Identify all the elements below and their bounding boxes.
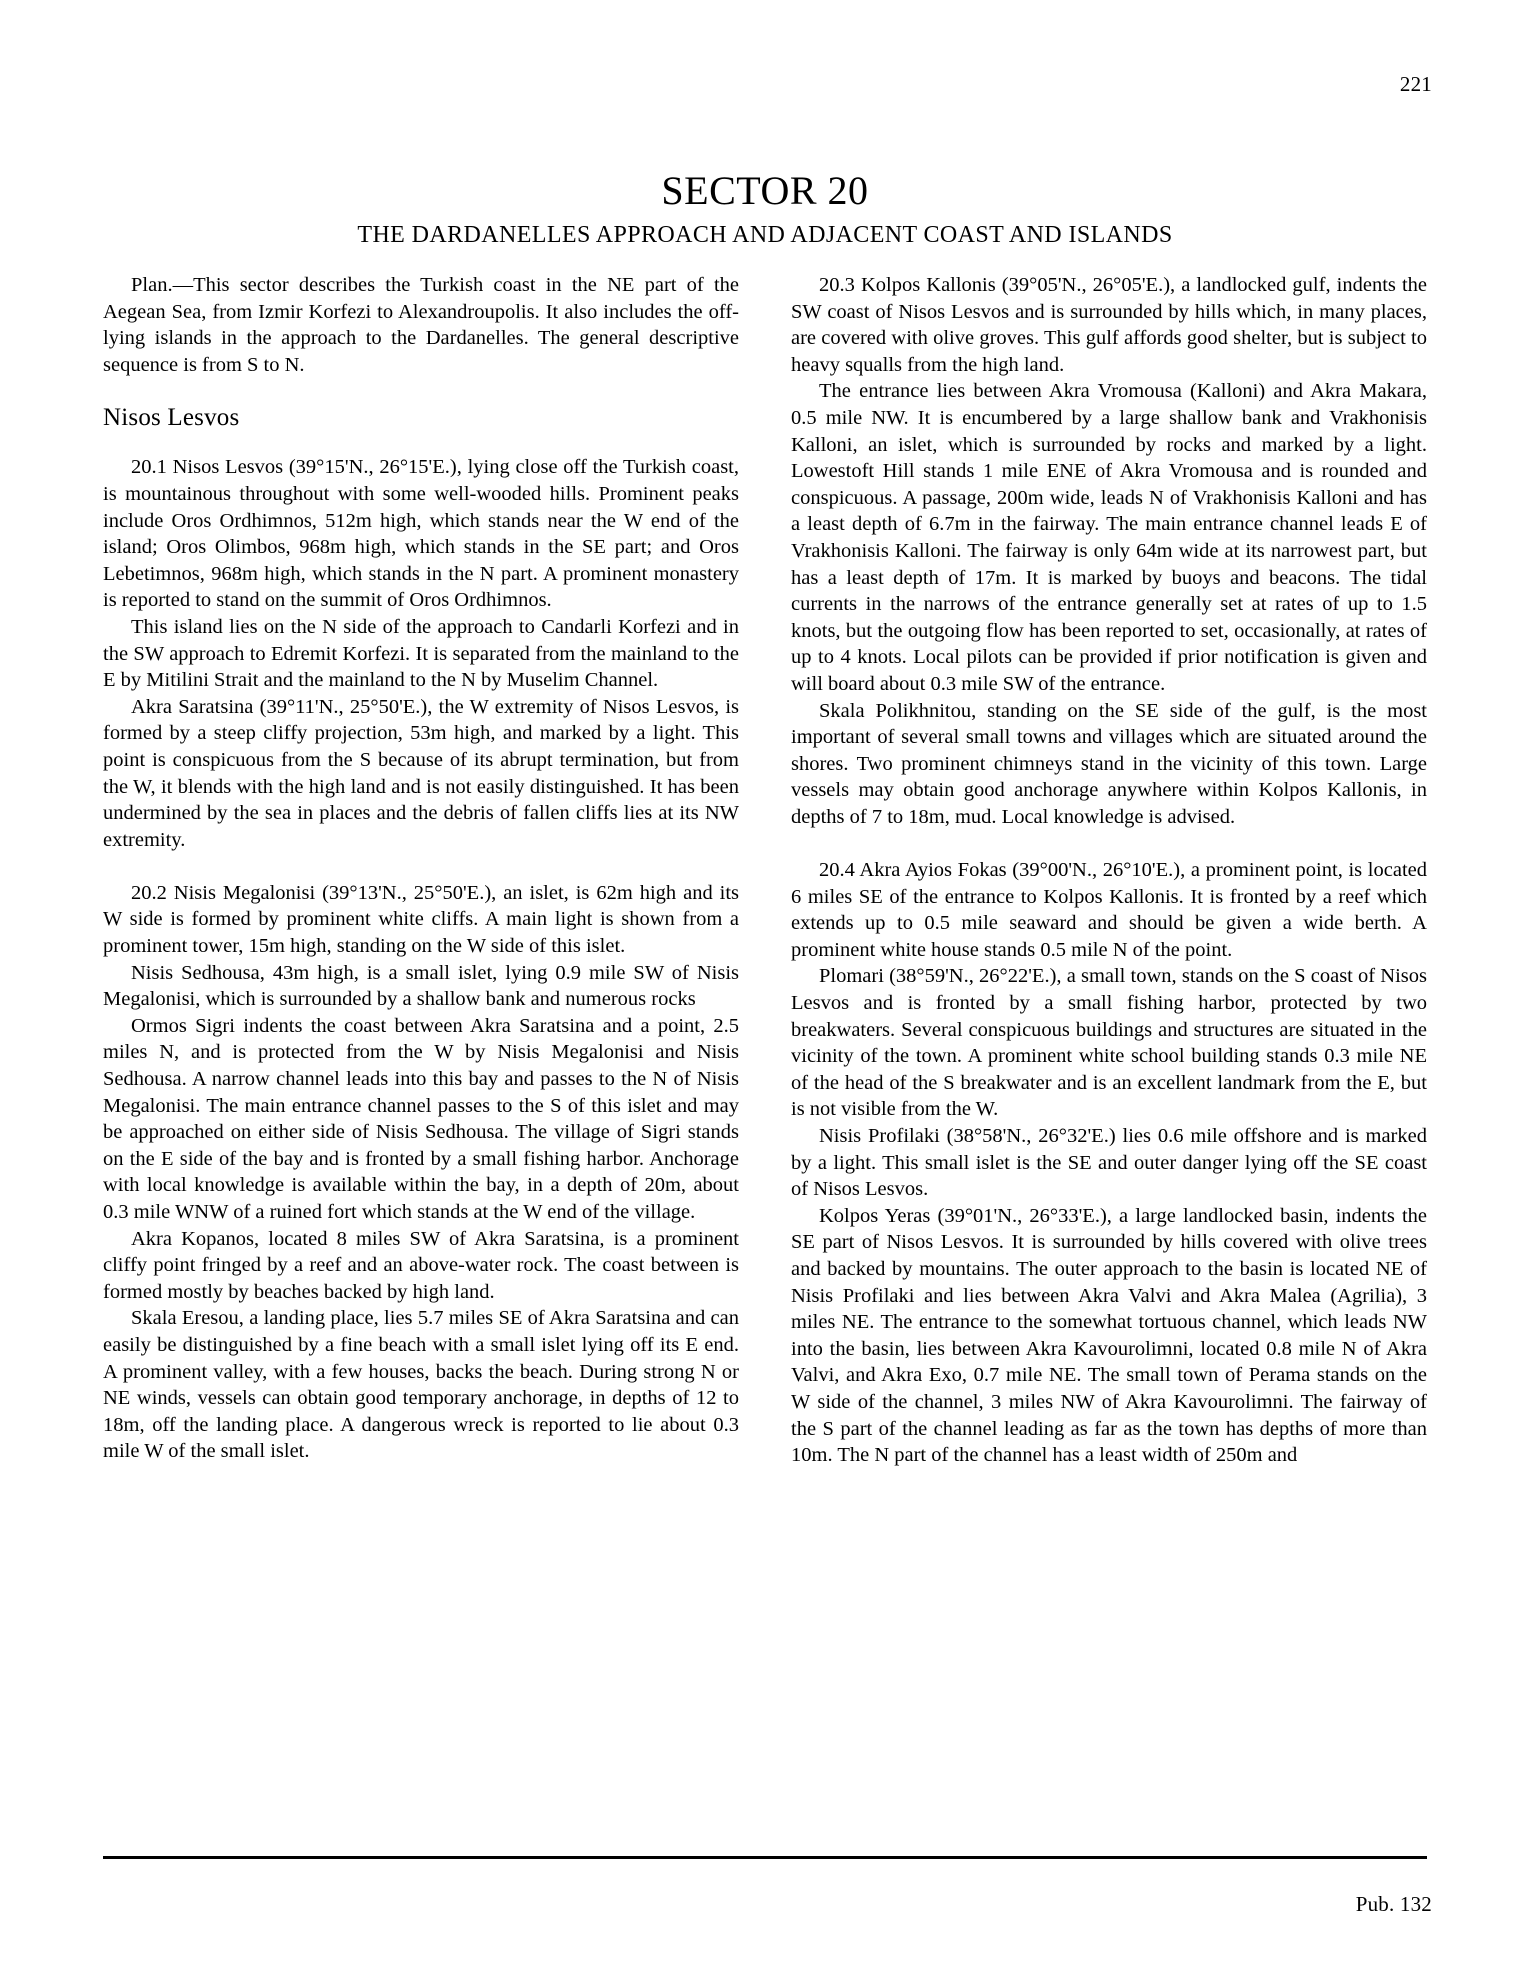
paragraph-20-2-b: Nisis Sedhousa, 43m high, is a small islet, lying 0.9 mile SW of Nisis Megalonisi, which is surrounded by a shallow bank and numerous rocks <box>103 961 739 1011</box>
page-title: SECTOR 20 <box>661 167 869 213</box>
paragraph-20-3-c: Skala Polikhnitou, standing on the SE side of the gulf, is the most important of several small towns and villages which are situated around the shores. Two prominent chimneys stand in the vicinity of this town. Large vessels may obtain good anchorage anywhere within Kolpos Kallonis, in depths of 7 to 18m, mud. Local knowledge is advised. <box>791 699 1427 828</box>
footer-publication: Pub. 132 <box>1355 1892 1432 1916</box>
paragraph-20-1-b: This island lies on the N side of the approach to Candarli Korfezi and in the SW approach to Edremit Korfezi. It is separated from the mainland to the E by Mitilini Strait and the mainland to the N by Muselim Channel. <box>103 615 739 692</box>
right-column <box>791 272 1427 1852</box>
left-column <box>103 272 739 1852</box>
paragraph-20-2-d: Akra Kopanos, located 8 miles SW of Akra Saratsina, is a prominent cliffy point fringed by a reef and an above-water rock. The coast between is formed mostly by beaches backed by high land. <box>103 1227 739 1303</box>
paragraph-20-1-c: Akra Saratsina (39°11'N., 25°50'E.), the W extremity of Nisos Lesvos, is formed by a steep cliffy projection, 53m high, and marked by a light. This point is conspicuous from the S because of its abrupt termination, but from the W, it blends with the high land and is not easily distinguished. It has been undermined by the sea in places and the debris of fallen cliffs lies at its NW extremity. <box>103 695 739 851</box>
subheading-nisos-lesvos: Nisos Lesvos <box>103 404 240 432</box>
paragraph-20-4-a: 20.4 Akra Ayios Fokas (39°00'N., 26°10'E.), a prominent point, is located 6 miles SE of the entrance to Kolpos Kallonis. It is fronted by a reef which extends up to 0.5 mile seaward and should be given a wide berth. A prominent white house stands 0.5 mile N of the point. <box>791 859 1427 961</box>
paragraph-20-1-a: 20.1 Nisos Lesvos (39°15'N., 26°15'E.), lying close off the Turkish coast, is mountainous throughout with some well-wooded hills. Prominent peaks include Oros Ordhimnos, 512m high, which stands near the W end of the island; Oros Olimbos, 968m high, which stands in the SE part; and Oros Lebetimnos, 968m high, which stands in the N part. A prominent monastery is reported to stand on the summit of Oros Ordhimnos. <box>103 456 739 612</box>
paragraph-20-4-b: Plomari (38°59'N., 26°22'E.), a small town, stands on the S coast of Nisos Lesvos and is fronted by a small fishing harbor, protected by two breakwaters. Several conspicuous buildings and structures are situated in the vicinity of the town. A prominent white school building stands 0.3 mile NE of the head of the S breakwater and is an excellent landmark from the E, but is not visible from the W. <box>791 965 1427 1121</box>
paragraph-20-2-a: 20.2 Nisis Megalonisi (39°13'N., 25°50'E.), an islet, is 62m high and its W side is formed by prominent white cliffs. A main light is shown from a prominent tower, 15m high, standing on the W side of this islet. <box>103 881 739 958</box>
page-number: 221 <box>1399 72 1432 96</box>
paragraph-20-3-a: 20.3 Kolpos Kallonis (39°05'N., 26°05'E.), a landlocked gulf, indents the SW coast of Nisos Lesvos and is surrounded by hills which, in many places, are covered with olive groves. This gulf affords good shelter, but is subject to heavy squalls from the high land. <box>791 274 1427 376</box>
paragraph-plan: Plan.—This sector describes the Turkish coast in the NE part of the Aegean Sea, from Izmir Korfezi to Alexandroupolis. It also includes the off-lying islands in the approach to the Dardanelles. The general descriptive sequence is from S to N. <box>103 274 739 376</box>
paragraph-20-4-c: Nisis Profilaki (38°58'N., 26°32'E.) lies 0.6 mile offshore and is marked by a light. This small islet is the SE and outer danger lying off the SE coast of Nisos Lesvos. <box>791 1125 1427 1201</box>
paragraph-20-2-e: Skala Eresou, a landing place, lies 5.7 miles SE of Akra Saratsina and can easily be distinguished by a fine beach with a small islet lying off its E end. A prominent valley, with a few houses, backs the beach. During strong N or NE winds, vessels can obtain good temporary anchorage, in depths of 12 to 18m, off the landing place. A dangerous wreck is reported to lie about 0.3 mile W of the small islet. <box>103 1307 739 1463</box>
page-subtitle: THE DARDANELLES APPROACH AND ADJACENT COAST AND ISLANDS <box>357 222 1173 248</box>
paragraph-20-4-d: Kolpos Yeras (39°01'N., 26°33'E.), a large landlocked basin, indents the SE part of Nisos Lesvos. It is surrounded by hills covered with olive trees and backed by mountains. The outer approach to the basin is located NE of Nisis Profilaki and lies between Akra Valvi and Akra Malea (Agrilia), 3 miles NE. The entrance to the somewhat tortuous channel, which leads NW into the basin, lies between Akra Kavourolimni, located 0.8 mile N of Akra Valvi, and Akra Exo, 0.7 mile NE. The small town of Perama stands on the W side of the channel, 3 miles NW of Akra Kavourolimni. The fairway of the S part of the channel leading as far as the town has depths of more than 10m. The N part of the channel has a least width of 250m and <box>791 1204 1427 1467</box>
body-columns <box>103 272 1427 1852</box>
paragraph-20-3-b: The entrance lies between Akra Vromousa (Kalloni) and Akra Makara, 0.5 mile NW. It is encumbered by a large shallow bank and Vrakhonisis Kalloni, an islet, which is surrounded by rocks and marked by a light. Lowestoft Hill stands 1 mile ENE of Akra Vromousa and is rounded and conspicuous. A passage, 200m wide, leads N of Vrakhonisis Kalloni and has a least depth of 6.7m in the fairway. The main entrance channel leads E of Vrakhonisis Kalloni. The fairway is only 64m wide at its narrowest part, but has a least depth of 17m. It is marked by buoys and beacons. The tidal currents in the narrows of the entrance generally set at rates of up to 1.5 knots, but the outgoing flow has been reported to set, occasionally, at rates of up to 4 knots. Local pilots can be provided if prior notification is given and will board about 0.3 mile SW of the entrance. <box>791 380 1427 695</box>
paragraph-20-2-c: Ormos Sigri indents the coast between Akra Saratsina and a point, 2.5 miles N, and is protected from the W by Nisis Megalonisi and Nisis Sedhousa. A narrow channel leads into this bay and passes to the N of Nisis Megalonisi. The main entrance channel passes to the S of this islet and may be approached on either side of Nisis Sedhousa. The village of Sigri stands on the E side of the bay and is fronted by a small fishing harbor. Anchorage with local knowledge is available within the bay, in a depth of 20m, about 0.3 mile WNW of a ruined fort which stands at the W end of the village. <box>103 1014 739 1223</box>
footer-divider <box>103 1856 1427 1859</box>
